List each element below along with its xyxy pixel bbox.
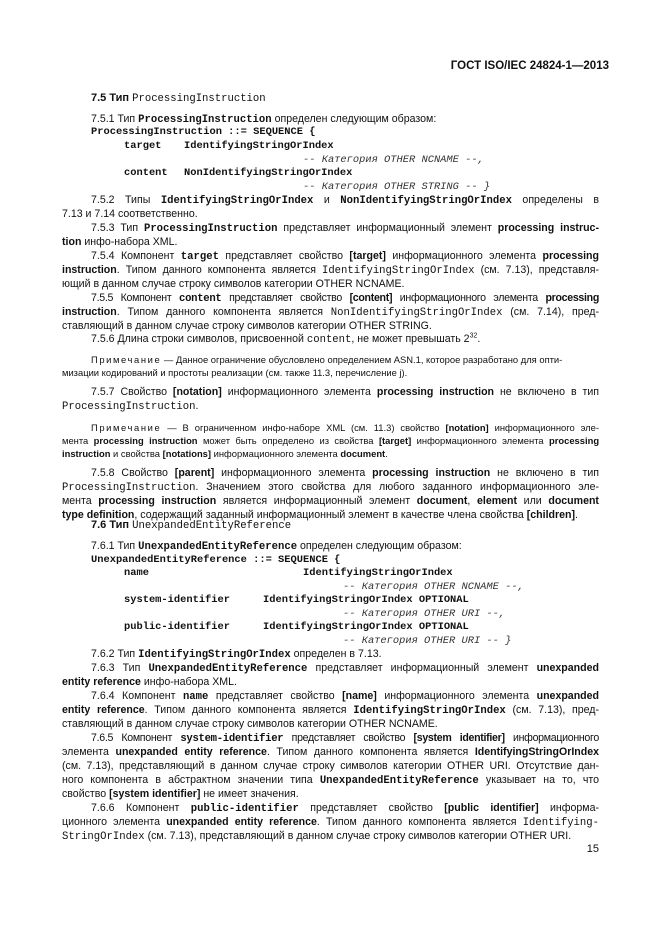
p758-m: element [476, 495, 518, 507]
para-7-5-2-line2: 7.13 и 7.14 соответственно. [62, 208, 198, 220]
para-7-6-6-line2 [62, 816, 599, 830]
p764-c: представляет свойство [215, 690, 335, 702]
p764-g: entity reference [62, 704, 145, 716]
p766-d: [public identifier] [444, 802, 539, 814]
note1-label: Примечание [91, 354, 162, 365]
p761-c: определен следующим образом: [300, 540, 462, 552]
section-7-6-title-type: UnexpandedEntityReference [132, 520, 292, 532]
note2-m: информационного элемента [213, 448, 338, 459]
p755-h: . Типом данного компонента является [116, 306, 323, 318]
note2-d: мента [62, 435, 89, 446]
para-7-5-3-line2 [62, 236, 599, 249]
p758-d: processing instruction [372, 467, 491, 479]
p763-a: 7.6.3 Тип [91, 662, 141, 674]
p755-b: content [179, 293, 222, 305]
p765-m: указывает на то, что [485, 774, 599, 786]
note2-h: информационного элемента [416, 435, 544, 446]
p755-e: информационного элемента [399, 292, 538, 304]
p758-h: мента [62, 495, 92, 507]
para-7-6-5-line2 [62, 746, 599, 759]
p766-j: StringOrIndex [62, 831, 145, 843]
p756-b: content [306, 334, 352, 346]
p764-h: . Типом данного компонента является [144, 704, 347, 716]
para-7-6-5-line3: (см. 7.13), представляющий в данном случае строку символов категории OTHER URI. Отсутствие дан- [62, 760, 599, 772]
p758-a: 7.5.8 Свойство [91, 467, 168, 479]
p752-b: IdentifyingStringOrIndex [160, 195, 314, 207]
note-1-line2: мизации кодирований и простоты реализации (см. также 11.3, перечисление j). [62, 367, 408, 378]
code-76-f1-name: name [124, 567, 149, 579]
p765-d: [system identifier] [413, 732, 505, 744]
note-2-line2 [62, 434, 599, 447]
p766-e: информа- [550, 802, 599, 814]
p754-i: IdentifyingStringOrIndex [321, 265, 475, 277]
p755-i: NonIdentifyingStringOrIndex [330, 307, 503, 319]
p764-a: 7.6.4 Компонент [91, 690, 176, 702]
p751-a: 7.5.1 Тип [91, 113, 136, 125]
code-75-f1-name: target [124, 140, 162, 152]
para-7-5-4-line1 [91, 250, 599, 264]
para-7-5-4-line3: ющий в данном случае строку символов категории OTHER NCNAME. [62, 278, 405, 290]
para-7-5-8-line3 [62, 495, 599, 508]
page-number: 15 [586, 843, 599, 855]
para-7-5-6 [91, 333, 599, 347]
p754-j: (см. 7.13), представля- [480, 264, 599, 276]
p765-n: свойство [62, 788, 107, 800]
para-7-5-7-line1 [91, 386, 599, 399]
p758-i: processing instruction [98, 495, 217, 507]
p752-d: NonIdentifyingStringOrIndex [340, 195, 512, 207]
p765-a: 7.6.5 Компонент [91, 732, 173, 744]
code-76-f3-type: IdentifyingStringOrIndex OPTIONAL [263, 621, 469, 633]
code-75-decl: ProcessingInstruction ::= SEQUENCE { [91, 126, 316, 138]
p762-c: определен в 7.13. [293, 648, 382, 660]
note2-l: [notations] [162, 448, 212, 459]
p766-h: . Типом данного компонента является [316, 816, 517, 828]
code-75-f2-type: NonIdentifyingStringOrIndex [184, 167, 353, 179]
p757-e: не включено в тип [499, 386, 599, 398]
code-76-f2-type: IdentifyingStringOrIndex OPTIONAL [263, 594, 469, 606]
section-7-5-title-num: 7.5 Тип [91, 92, 130, 104]
note2-a: — В ограниченном инфо-наборе XML (см. 11.3) свойство [167, 422, 440, 433]
p763-c: представляет информационный элемент [315, 662, 529, 674]
code-76-f1-comment: -- Категория OTHER NCNAME --, [343, 581, 524, 593]
p753-d: processing instruc- [497, 222, 599, 234]
code-75-f1-comment: -- Категория OTHER NCNAME --, [303, 154, 484, 166]
p753-b: ProcessingInstruction [143, 223, 278, 235]
p758-l: , [467, 495, 471, 507]
para-7-6-3-line2 [62, 676, 599, 689]
para-7-6-6-line1 [91, 802, 599, 816]
para-7-6-4-line3: ставляющий в данном случае строку символов категории OTHER NCNAME. [62, 718, 438, 730]
p754-d: [target] [349, 250, 386, 262]
p755-a: 7.5.5 Компонент [91, 292, 172, 304]
p755-c: представляет свойство [229, 292, 342, 304]
code-76-f3-name: public-identifier [124, 621, 231, 633]
p765-p: не имеет значения. [203, 788, 299, 800]
p753-c: представляет информационный элемент [283, 222, 492, 234]
p758-q: , содержащий заданный информационный элемент в качестве члена свойства [134, 509, 524, 521]
p763-f: инфо-набора XML. [143, 676, 237, 688]
p766-a: 7.6.6 Компонент [91, 802, 180, 814]
section-7-5-title [91, 92, 266, 105]
p766-g: unexpanded entity reference [166, 816, 317, 828]
p765-c: представляет свойство [291, 732, 406, 744]
p752-a: 7.5.2 Типы [91, 194, 151, 206]
section-7-5-title-type: ProcessingInstruction [132, 93, 266, 105]
p758-c: информационного элемента [221, 467, 366, 479]
note2-n: document [340, 448, 386, 459]
note2-e: processing instruction [93, 435, 198, 446]
p752-e: определены в [522, 194, 599, 206]
p752-c: и [323, 194, 330, 206]
p757-d: processing instruction [376, 386, 495, 398]
note2-c: информационного эле- [494, 422, 599, 433]
p756-c: , не может превышать 2 [351, 333, 470, 345]
p758-k: document [416, 495, 468, 507]
p764-i: IdentifyingStringOrIndex [353, 705, 506, 717]
note-2-line3 [62, 447, 599, 460]
p754-f: processing [542, 250, 599, 262]
para-7-5-3-line1 [91, 222, 599, 236]
note-2-line1 [91, 421, 599, 434]
p753-a: 7.5.3 Тип [91, 222, 139, 234]
p758-n: или [523, 495, 542, 507]
p754-c: представляет свойство [225, 250, 344, 262]
p754-h: . Типом данного компонента является [116, 264, 316, 276]
p765-b: system-identifier [180, 733, 284, 745]
p754-a: 7.5.4 Компонент [91, 250, 175, 262]
p757-a: 7.5.7 Свойство [91, 386, 167, 398]
para-7-6-3-line1 [91, 662, 599, 676]
code-76-f2-name: system-identifier [124, 594, 231, 606]
p754-e: информационного элемента [392, 250, 537, 262]
standard-header: ГОСТ ISO/IEC 24824-1—2013 [450, 60, 609, 72]
p761-b: UnexpandedEntityReference [138, 541, 298, 553]
p754-b: target [180, 251, 219, 263]
code-76-decl: UnexpandedEntityReference ::= SEQUENCE { [91, 554, 341, 566]
p766-k: (см. 7.13), представляющий в данном случае строку символов категории OTHER URI. [147, 830, 572, 842]
p764-b: name [182, 691, 209, 703]
p758-p: type definition [62, 509, 135, 521]
para-7-6-4-line1 [91, 690, 599, 704]
p757-f: ProcessingInstruction [62, 401, 196, 413]
p758-j: является информационный элемент [222, 495, 411, 507]
p765-f: элемента [62, 746, 109, 758]
para-7-6-5-line5 [62, 788, 599, 801]
p756-a: 7.5.6 Длина строки символов, присвоенной [91, 333, 304, 345]
p765-l: UnexpandedEntityReference [319, 775, 479, 787]
p751-b: ProcessingInstruction [138, 114, 272, 126]
para-7-5-2-line1 [91, 194, 599, 208]
p765-g: unexpanded entity reference [115, 746, 267, 758]
note2-g: [target] [378, 435, 412, 446]
para-7-5-5-line1 [91, 292, 599, 306]
p763-b: UnexpandedEntityReference [148, 663, 308, 675]
section-7-6-title-num: 7.6 Тип [91, 519, 130, 531]
p757-g: . [195, 400, 199, 412]
p758-b: [parent] [174, 467, 215, 479]
p756-e: . [477, 333, 481, 345]
para-7-6-5-line4 [62, 774, 599, 788]
p764-e: информационного элемента [384, 690, 530, 702]
p758-s: . [575, 509, 578, 521]
note2-b: [notation] [445, 422, 489, 433]
p762-a: 7.6.2 Тип [91, 648, 136, 660]
note2-o: . [385, 448, 388, 459]
p756-d: 32 [469, 332, 478, 340]
note2-label: Примечание [91, 422, 162, 433]
p765-k: ного компонента в абстрактном значении типа [62, 774, 313, 786]
note2-f: может быть определено из свойства [202, 435, 374, 446]
para-7-5-8-line1 [91, 467, 599, 480]
p758-g: . Значением этого свойства для любого заданного информационного эле- [195, 481, 599, 493]
p765-h: . Типом данного компонента является [266, 746, 469, 758]
p758-o: document [548, 495, 599, 507]
p761-a: 7.6.1 Тип [91, 540, 136, 552]
note1-a: — Данное ограничение обусловлено определением ASN.1, которое разработано для опти- [163, 354, 563, 365]
p755-f: processing [545, 292, 599, 304]
p757-c: информационного элемента [227, 386, 371, 398]
p764-j: (см. 7.13), пред- [512, 704, 600, 716]
code-76-f2-comment: -- Категория OTHER URI --, [343, 608, 506, 620]
note-1-line1 [91, 353, 599, 366]
p753-f: инфо-набора XML. [84, 236, 178, 248]
note2-j: instruction [62, 448, 111, 459]
p762-b: IdentifyingStringOrIndex [138, 649, 291, 661]
p766-c: представляет свойство [310, 802, 433, 814]
p758-f: ProcessingInstruction [62, 482, 196, 494]
code-75-f2-name: content [124, 167, 168, 179]
p755-d: [content] [349, 292, 393, 304]
para-7-5-1 [91, 113, 599, 127]
p765-o: [system identifier] [109, 788, 201, 800]
p765-e: информационного [513, 732, 599, 744]
para-7-5-5-line3: ставляющий в данном случае строку символов категории OTHER STRING. [62, 320, 432, 332]
p766-f: ционного элемента [62, 816, 161, 828]
para-7-5-5-line2 [62, 306, 599, 320]
para-7-6-5-line1 [91, 732, 599, 746]
p758-e: не включено в тип [497, 467, 599, 479]
p755-g: instruction [62, 306, 117, 318]
note2-i: processing [549, 435, 600, 446]
code-75-f2-comment: -- Категория OTHER STRING -- } [303, 181, 491, 193]
para-7-6-4-line2 [62, 704, 599, 718]
section-7-6-title [91, 519, 291, 532]
p766-b: public-identifier [190, 803, 299, 815]
p757-b: [notation] [172, 386, 222, 398]
para-7-5-7-line2 [62, 400, 599, 414]
p766-i: Identifying- [522, 817, 599, 829]
p763-e: entity reference [62, 676, 141, 688]
p764-d: [name] [342, 690, 377, 702]
p765-i: IdentifyingStringOrIndex [474, 746, 599, 758]
p753-e: tion [62, 236, 82, 248]
p763-d: unexpanded [536, 662, 599, 674]
para-7-5-4-line2 [62, 264, 599, 278]
code-75-f1-type: IdentifyingStringOrIndex [184, 140, 334, 152]
para-7-6-1 [91, 540, 599, 554]
p758-r: [children] [526, 509, 576, 521]
p754-g: instruction [62, 264, 117, 276]
para-7-6-6-line3 [62, 830, 599, 844]
p764-f: unexpanded [536, 690, 600, 702]
note2-k: и свойства [113, 448, 160, 459]
para-7-5-8-line2 [62, 481, 599, 495]
code-76-f3-comment: -- Категория OTHER URI -- } [343, 635, 512, 647]
p751-c: определен следующим образом: [274, 113, 437, 125]
para-7-6-2 [91, 648, 599, 662]
code-76-f1-type: IdentifyingStringOrIndex [303, 567, 453, 579]
p755-j: (см. 7.14), пред- [510, 306, 599, 318]
